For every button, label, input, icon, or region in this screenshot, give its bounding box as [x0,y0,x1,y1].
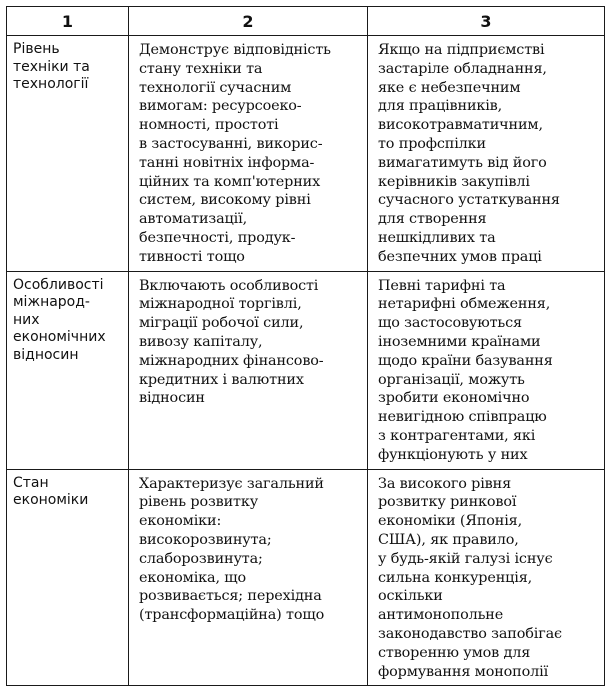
factor-example-cell [368,271,605,469]
factor-example-cell [368,36,605,272]
factor-description-cell [129,36,368,272]
factor-label-cell [7,36,129,272]
factor-example: Якщо на підприємстві застаріле обладнання, яке є небезпечним для працівників, високотравматичним, то профспілки вимагатимуть від його керівників закупівлі сучасного устаткування для створення нешкідливих та безпечних умов праці [378,42,560,265]
factor-example: За високого рівня розвитку ринкової економіки (Японія, США), як правило, у будь-якій галузі існує сильна конкуренція, оскільки антимонопольне законодавство запобігає створенню умов для формування монополії [378,475,562,680]
factor-description: Демонструє відповідність стану техніки та технології сучасним вимогам: ресурсоеко- номності, простоті в застосуванні, викорис- танні новітніх інформа- ційних та комп'ютерних систем, високому рівні автоматизації, безпечності, продук- тивності тощо [139,42,331,265]
header-cell-1: 1 [7,7,129,36]
factor-label: Рівень техніки та технології [13,41,90,92]
factor-label: Особливості міжнарод- них економічних відносин [13,276,106,363]
factor-example-cell [368,469,605,686]
header-cell-3: 3 [368,7,605,36]
factor-description-cell [129,271,368,469]
factor-description: Характеризує загальний рівень розвитку економіки: високорозвинута; слаборозвинута; економіка, що розвивається; перехідна (трансформаційна) тощо [139,475,325,624]
header-cell-2: 2 [129,7,368,36]
header-row [7,7,605,36]
factor-description: Включають особливості міжнародної торгівлі, міграції робочої сили, вивозу капіталу, міжнародних фінансово- кредитних і валютних відносин [139,277,324,407]
factors-table [6,6,605,686]
factor-example: Певні тарифні та нетарифні обмеження, що застосовуються іноземними країнами щодо країни базування організації, можуть зробити економічно невигідною співпрацю з контрагентами, які функціонують у них [378,277,553,463]
table-row [7,271,605,469]
table-row [7,469,605,686]
factor-label-cell [7,271,129,469]
factor-label-cell [7,469,129,686]
table-row [7,36,605,272]
factor-description-cell [129,469,368,686]
factor-label: Стан економіки [13,474,89,509]
